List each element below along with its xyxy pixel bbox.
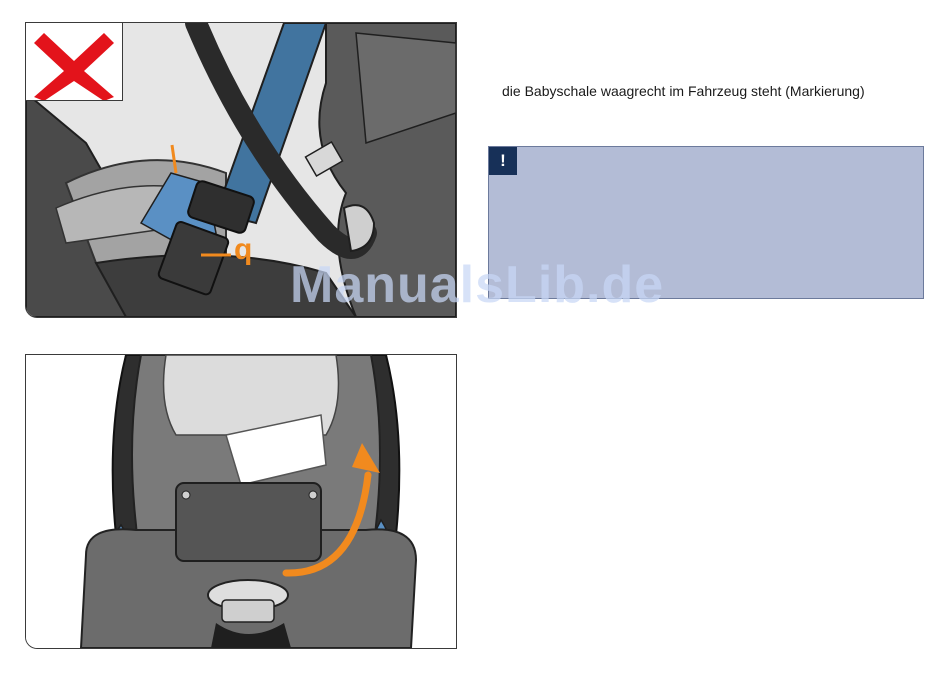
illustration-seat-front	[25, 354, 457, 649]
wrong-indicator-box	[26, 23, 123, 101]
watermark: ManualsLib.de	[290, 256, 665, 314]
instruction-text: die Babyschale waagrecht im Fahrzeug steht (Markierung)	[502, 83, 865, 99]
label-q: q	[234, 233, 253, 266]
warning-icon: !	[489, 147, 517, 175]
seat-front-illustration	[26, 355, 456, 648]
wrong-cross-icon	[26, 23, 122, 100]
